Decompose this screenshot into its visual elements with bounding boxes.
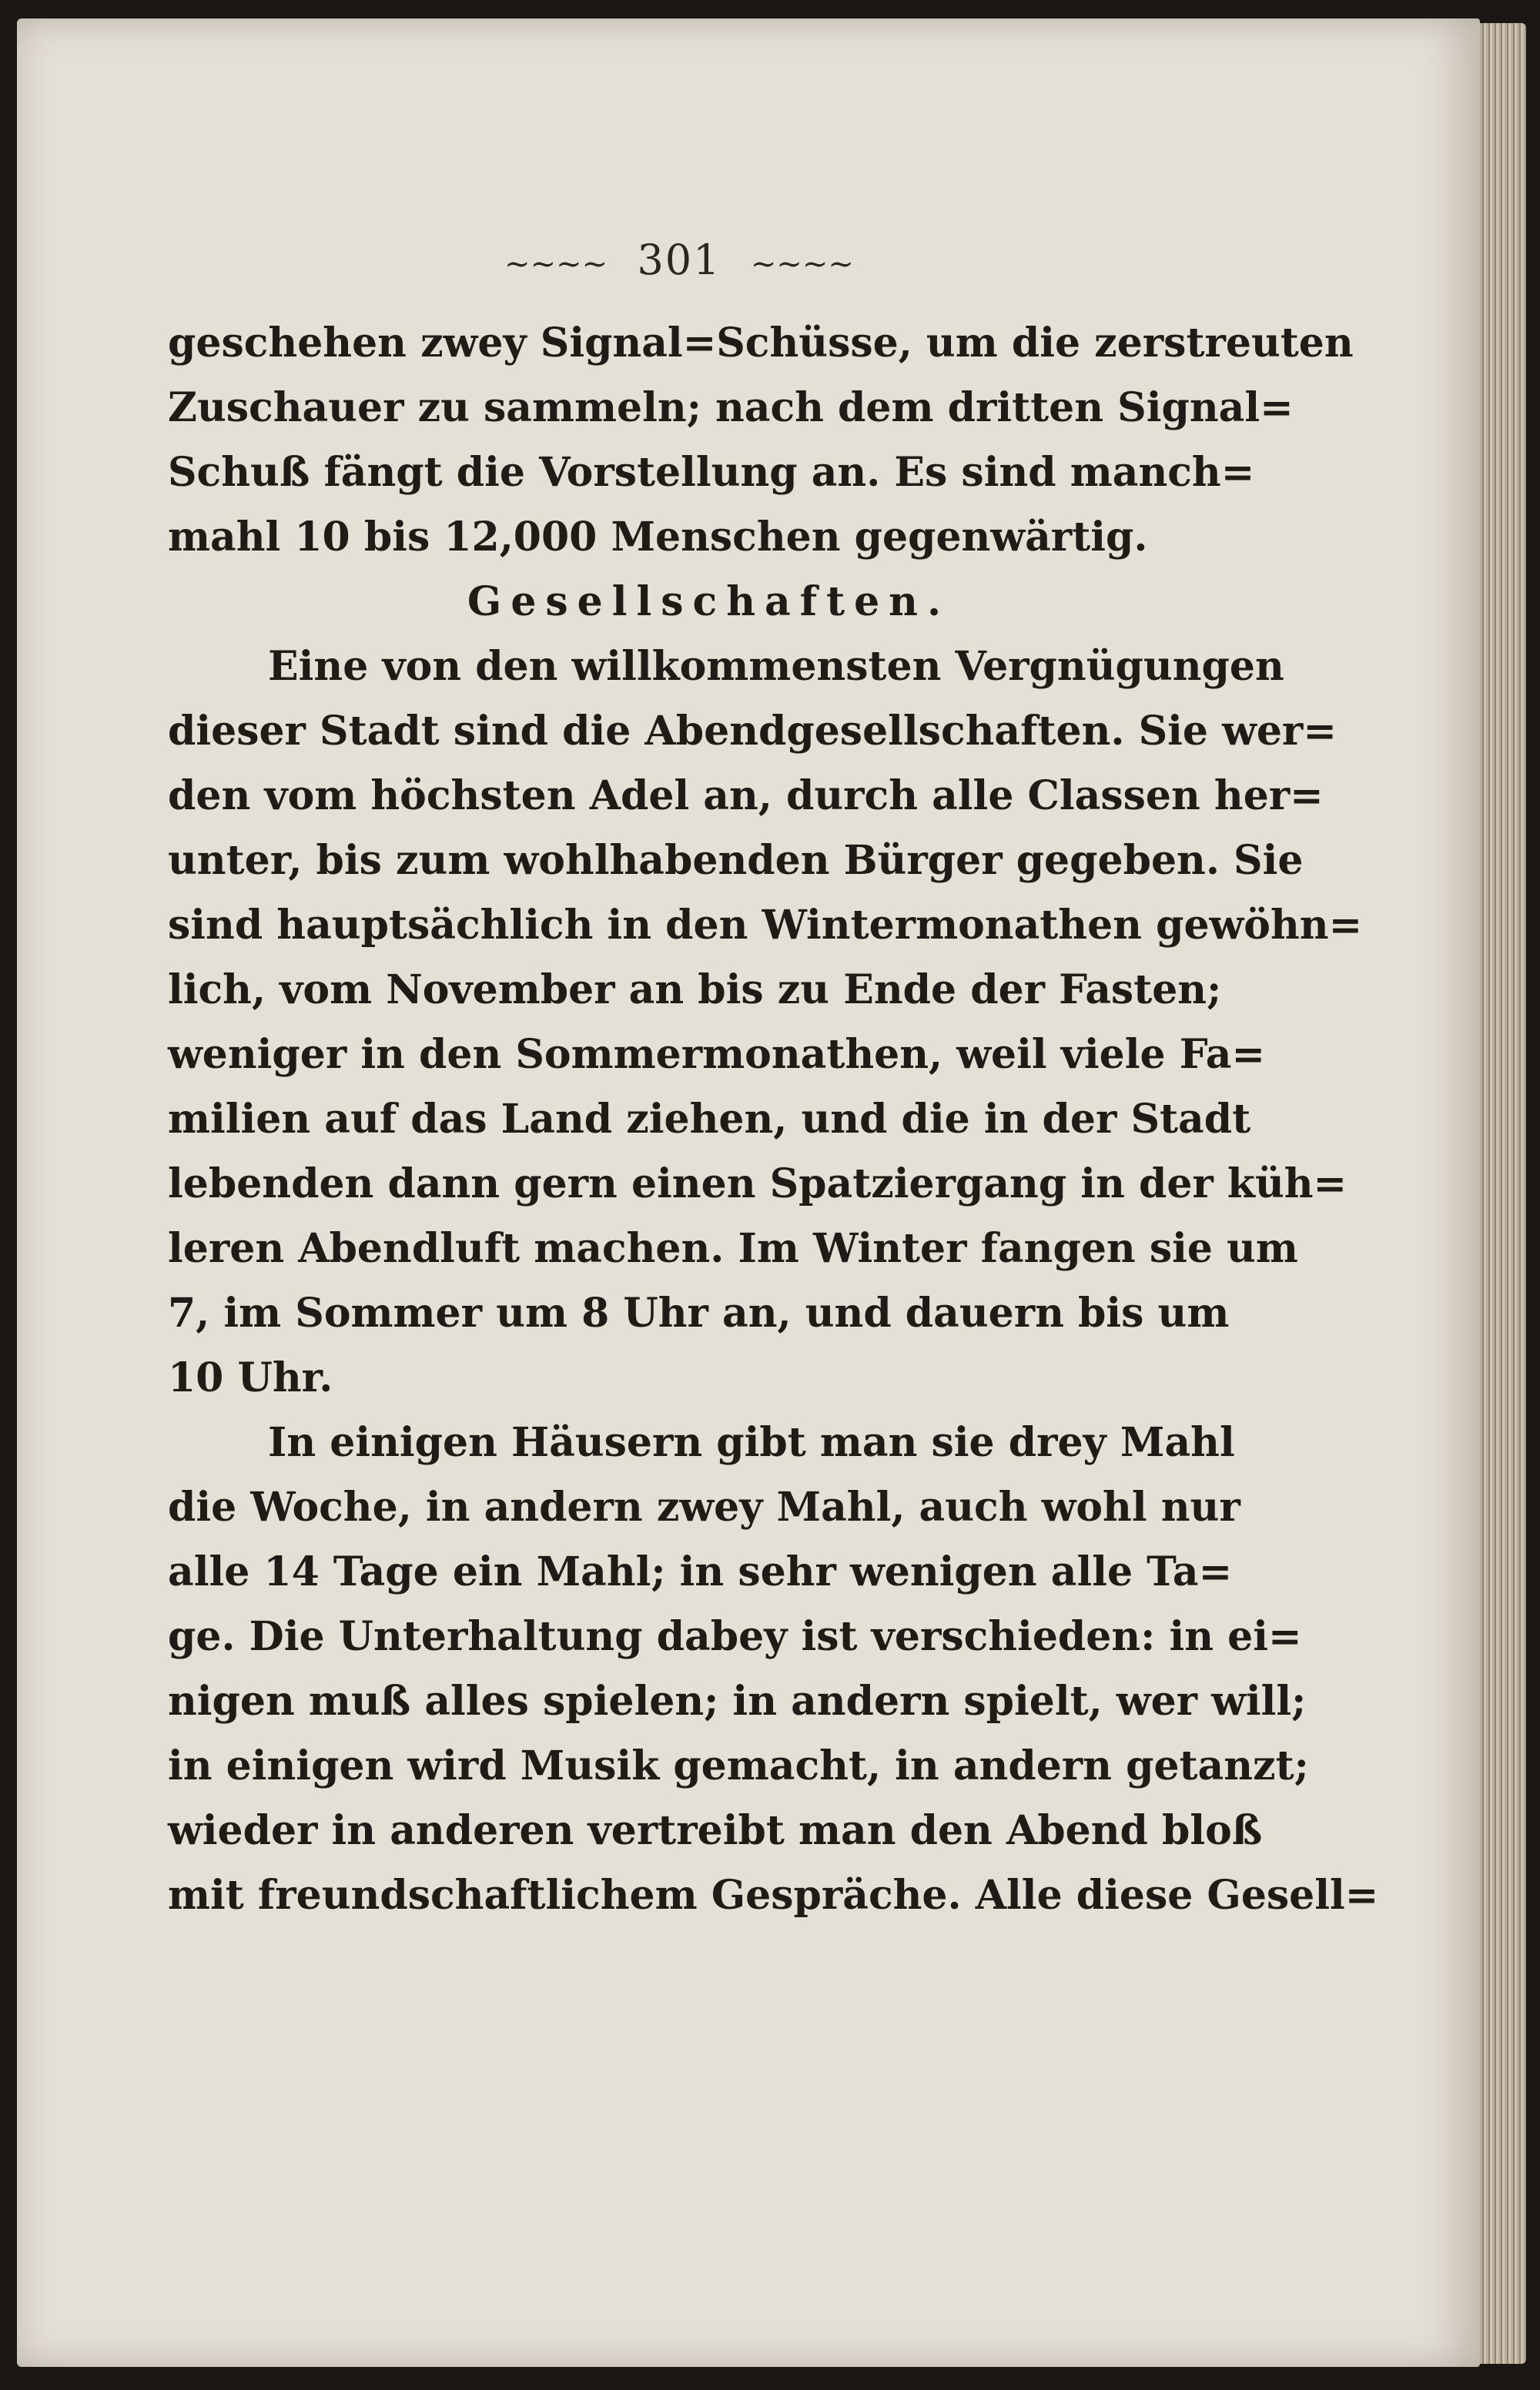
text-line: Schuß fängt die Vorstellung an. Es sind manch= <box>168 449 1255 496</box>
text-line: milien auf das Land ziehen, und die in der Stadt <box>168 1096 1251 1143</box>
text-line: nigen muß alles spielen; in andern spielt, wer will; <box>168 1678 1307 1725</box>
running-header <box>479 236 879 284</box>
text-line: mahl 10 bis 12,000 Menschen gegenwärtig. <box>168 514 1148 561</box>
book-page <box>17 18 1480 2367</box>
text-line: In einigen Häusern gibt man sie drey Mahl <box>268 1419 1235 1466</box>
text-line: Zuschauer zu sammeln; nach dem dritten Signal= <box>168 384 1294 431</box>
ornament-left: ~~~~ <box>504 246 608 282</box>
section-heading: Gesellschaften. <box>467 578 951 625</box>
text-line: in einigen wird Musik gemacht, in andern getanzt; <box>168 1742 1309 1789</box>
page-edge-stack <box>1480 23 1526 2364</box>
text-line: weniger in den Sommermonathen, weil viele Fa= <box>168 1031 1266 1078</box>
text-line: Eine von den willkommensten Vergnügungen <box>268 643 1284 690</box>
text-line: die Woche, in andern zwey Mahl, auch wohl nur <box>168 1484 1240 1531</box>
text-line: 10 Uhr. <box>168 1354 333 1401</box>
text-line: geschehen zwey Signal=Schüsse, um die zerstreuten <box>168 320 1354 367</box>
text-line: dieser Stadt sind die Abendgesellschaften. Sie wer= <box>168 708 1337 755</box>
text-line: unter, bis zum wohlhabenden Bürger gegeben. Sie <box>168 837 1304 884</box>
text-line: den vom höchsten Adel an, durch alle Classen her= <box>168 772 1324 819</box>
text-line: alle 14 Tage ein Mahl; in sehr wenigen alle Ta= <box>168 1548 1233 1595</box>
text-line: mit freundschaftlichem Gespräche. Alle diese Gesell= <box>168 1872 1379 1919</box>
text-line: ge. Die Unterhaltung dabey ist verschieden: in ei= <box>168 1613 1302 1660</box>
text-line: sind hauptsächlich in den Wintermonathen gewöhn= <box>168 902 1363 949</box>
text-line: lebenden dann gern einen Spatziergang in der küh= <box>168 1160 1348 1207</box>
page-body <box>168 311 1379 1928</box>
text-line: leren Abendluft machen. Im Winter fangen sie um <box>168 1225 1298 1272</box>
text-line: lich, vom November an bis zu Ende der Fasten; <box>168 966 1222 1013</box>
ornament-right: ~~~~ <box>750 246 854 282</box>
text-line: wieder in anderen vertreibt man den Abend bloß <box>168 1807 1263 1854</box>
text-line: 7, im Sommer um 8 Uhr an, und dauern bis um <box>168 1290 1230 1337</box>
page-number: 301 <box>637 236 721 284</box>
